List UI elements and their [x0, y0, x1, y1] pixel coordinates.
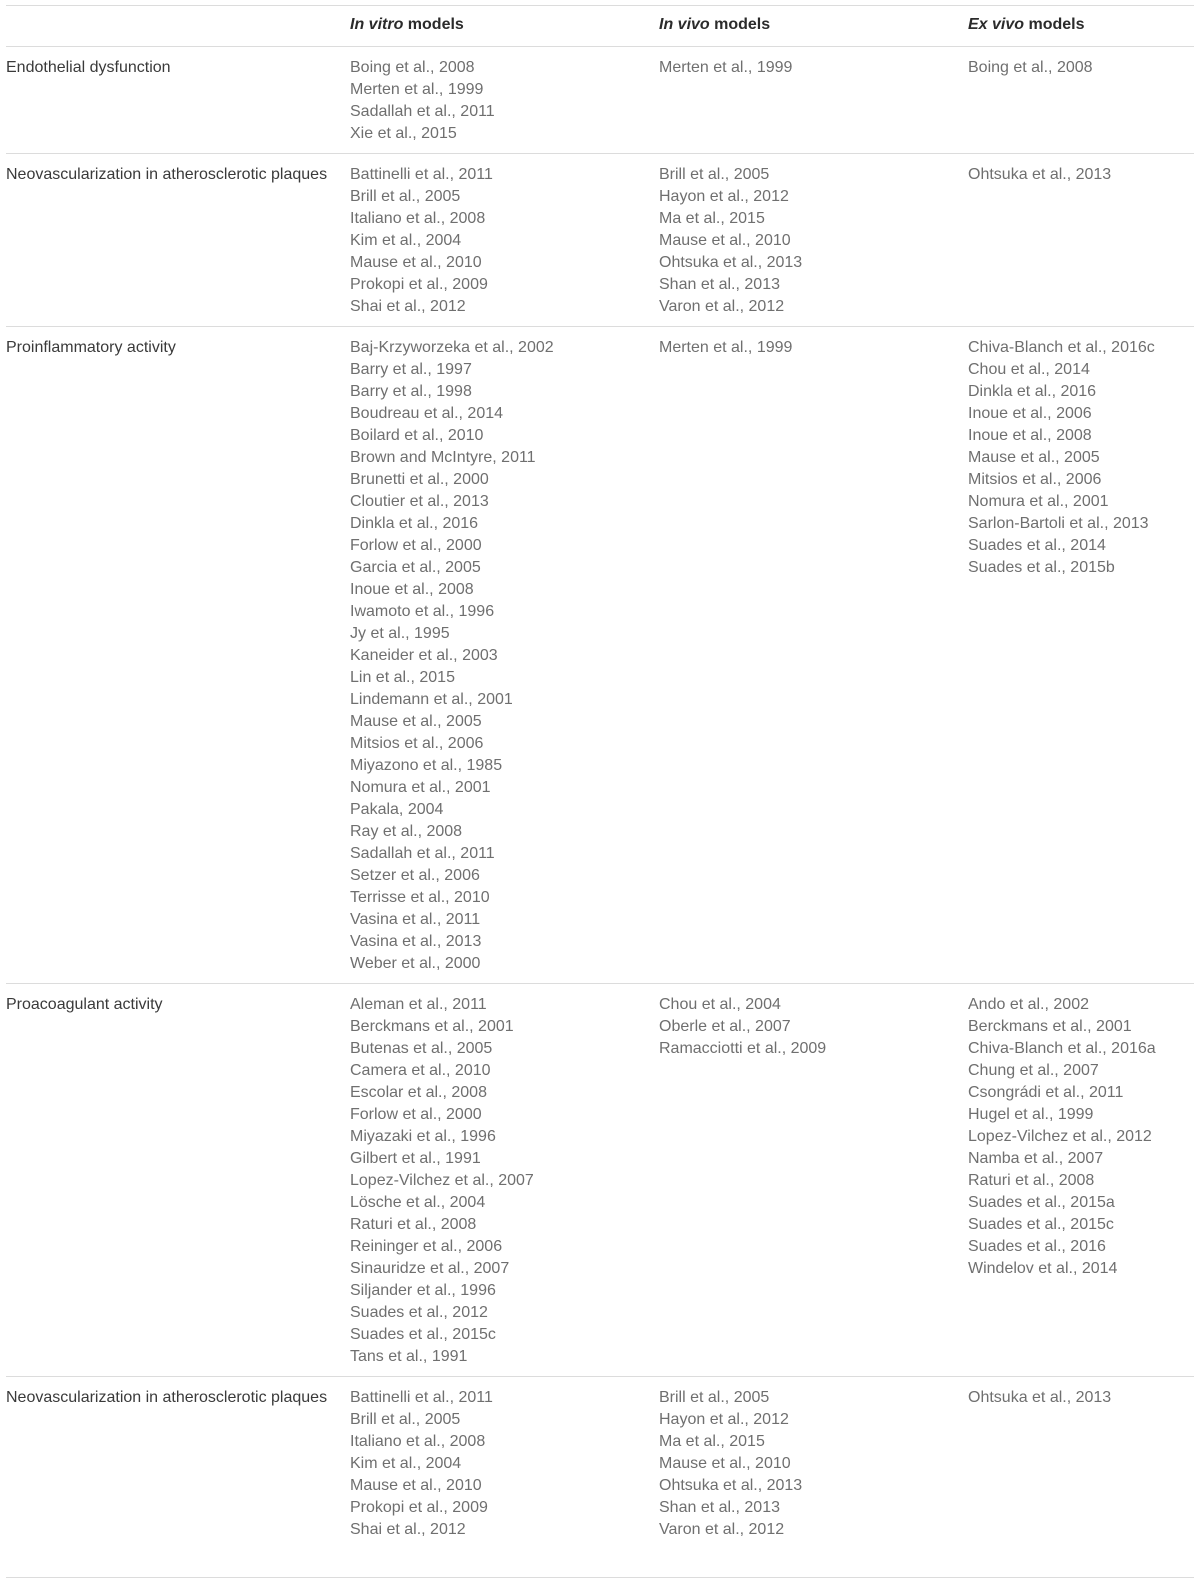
reference-item: Tans et al., 1991 [350, 1348, 468, 1365]
reference-item: Ohtsuka et al., 2013 [968, 166, 1112, 183]
reference-item: Csongrádi et al., 2011 [968, 1084, 1124, 1101]
reference-item: Berckmans et al., 2001 [968, 1018, 1132, 1035]
reference-item: Barry et al., 1998 [350, 383, 472, 400]
reference-item: Ando et al., 2002 [968, 996, 1089, 1013]
reference-item: Gilbert et al., 1991 [350, 1150, 481, 1167]
reference-item: Boudreau et al., 2014 [350, 405, 504, 422]
reference-item: Mause et al., 2010 [350, 1477, 482, 1494]
reference-item: Windelov et al., 2014 [968, 1260, 1118, 1277]
reference-item: Brill et al., 2005 [659, 1389, 770, 1406]
reference-item: Lindemann et al., 2001 [350, 691, 513, 708]
reference-item: Dinkla et al., 2016 [968, 383, 1097, 400]
reference-item: Prokopi et al., 2009 [350, 276, 488, 293]
row-category: Proacoagulant activity [6, 996, 163, 1013]
reference-item: Pakala, 2004 [350, 801, 444, 818]
reference-item: Mause et al., 2010 [659, 232, 791, 249]
reference-item: Dinkla et al., 2016 [350, 515, 479, 532]
reference-item: Camera et al., 2010 [350, 1062, 491, 1079]
reference-item: Mitsios et al., 2006 [350, 735, 484, 752]
reference-item: Brunetti et al., 2000 [350, 471, 489, 488]
reference-item: Ohtsuka et al., 2013 [659, 1477, 803, 1494]
reference-item: Shan et al., 2013 [659, 276, 780, 293]
reference-item: Brill et al., 2005 [350, 1411, 461, 1428]
reference-item: Boing et al., 2008 [350, 59, 475, 76]
reference-item: Ma et al., 2015 [659, 1433, 765, 1450]
reference-item: Ramacciotti et al., 2009 [659, 1040, 827, 1057]
reference-item: Miyazono et al., 1985 [350, 757, 503, 774]
reference-item: Prokopi et al., 2009 [350, 1499, 488, 1516]
table-row [6, 984, 1194, 1377]
table-row [6, 1377, 1194, 1578]
reference-item: Shai et al., 2012 [350, 298, 466, 315]
reference-item: Battinelli et al., 2011 [350, 1389, 493, 1406]
reference-item: Vasina et al., 2013 [350, 933, 482, 950]
reference-item: Chou et al., 2014 [968, 361, 1090, 378]
reference-item: Mause et al., 2005 [350, 713, 482, 730]
in-vivo-refs [659, 57, 792, 79]
reference-item: Oberle et al., 2007 [659, 1018, 791, 1035]
reference-item: Forlow et al., 2000 [350, 537, 482, 554]
reference-item: Forlow et al., 2000 [350, 1106, 482, 1123]
reference-item: Garcia et al., 2005 [350, 559, 481, 576]
reference-item: Chiva-Blanch et al., 2016a [968, 1040, 1156, 1057]
reference-item: Nomura et al., 2001 [350, 779, 491, 796]
reference-item: Ray et al., 2008 [350, 823, 463, 840]
reference-item: Ohtsuka et al., 2013 [659, 254, 803, 271]
reference-item: Lopez-Vilchez et al., 2007 [350, 1172, 534, 1189]
reference-item: Inoue et al., 2008 [350, 581, 474, 598]
reference-item: Italiano et al., 2008 [350, 1433, 486, 1450]
reference-item: Terrisse et al., 2010 [350, 889, 490, 906]
reference-item: Jy et al., 1995 [350, 625, 450, 642]
header-ex-vivo: Ex vivo models [968, 16, 1085, 33]
reference-item: Chiva-Blanch et al., 2016c [968, 339, 1155, 356]
ex-vivo-refs [968, 164, 1111, 186]
row-category: Proinflammatory activity [6, 339, 176, 356]
header-in-vivo: In vivo models [659, 16, 771, 33]
ex-vivo-refs [968, 1387, 1111, 1409]
table-row [6, 154, 1194, 327]
reference-item: Sadallah et al., 2011 [350, 103, 495, 120]
reference-item: Aleman et al., 2011 [350, 996, 487, 1013]
reference-item: Kim et al., 2004 [350, 1455, 462, 1472]
reference-item: Lösche et al., 2004 [350, 1194, 486, 1211]
reference-item: Italiano et al., 2008 [350, 210, 486, 227]
row-category: Endothelial dysfunction [6, 59, 171, 76]
table-row [6, 327, 1194, 984]
reference-item: Raturi et al., 2008 [350, 1216, 477, 1233]
reference-item: Hayon et al., 2012 [659, 1411, 789, 1428]
reference-item: Suades et al., 2015a [968, 1194, 1115, 1211]
reference-item: Shan et al., 2013 [659, 1499, 780, 1516]
reference-item: Mitsios et al., 2006 [968, 471, 1102, 488]
table-body [6, 47, 1194, 1578]
reference-item: Namba et al., 2007 [968, 1150, 1104, 1167]
in-vitro-refs [350, 57, 495, 145]
reference-item: Merten et al., 1999 [659, 339, 793, 356]
reference-item: Chou et al., 2004 [659, 996, 781, 1013]
row-category: Neovascularization in atherosclerotic plaques [6, 166, 328, 183]
reference-item: Hugel et al., 1999 [968, 1106, 1094, 1123]
reference-item: Hayon et al., 2012 [659, 188, 789, 205]
reference-item: Escolar et al., 2008 [350, 1084, 487, 1101]
reference-item: Lin et al., 2015 [350, 669, 455, 686]
in-vitro-refs [350, 164, 493, 318]
reference-item: Mause et al., 2010 [350, 254, 482, 271]
ex-vivo-refs [968, 994, 1156, 1280]
in-vivo-refs [659, 994, 826, 1060]
reference-item: Mause et al., 2010 [659, 1455, 791, 1472]
reference-item: Suades et al., 2016 [968, 1238, 1106, 1255]
reference-item: Boing et al., 2008 [968, 59, 1093, 76]
reference-item: Ma et al., 2015 [659, 210, 765, 227]
reference-item: Iwamoto et al., 1996 [350, 603, 495, 620]
in-vitro-refs [350, 337, 554, 975]
reference-item: Raturi et al., 2008 [968, 1172, 1095, 1189]
reference-item: Suades et al., 2015c [350, 1326, 496, 1343]
reference-item: Lopez-Vilchez et al., 2012 [968, 1128, 1152, 1145]
reference-item: Siljander et al., 1996 [350, 1282, 496, 1299]
reference-item: Reininger et al., 2006 [350, 1238, 503, 1255]
reference-item: Boilard et al., 2010 [350, 427, 484, 444]
references-table [6, 5, 1194, 1578]
ex-vivo-refs [968, 57, 1093, 79]
reference-item: Setzer et al., 2006 [350, 867, 480, 884]
reference-item: Merten et al., 1999 [659, 59, 793, 76]
reference-item: Ohtsuka et al., 2013 [968, 1389, 1112, 1406]
ex-vivo-refs [968, 337, 1155, 579]
row-category: Neovascularization in atherosclerotic plaques [6, 1389, 328, 1406]
reference-item: Cloutier et al., 2013 [350, 493, 489, 510]
reference-item: Baj-Krzyworzeka et al., 2002 [350, 339, 554, 356]
reference-item: Weber et al., 2000 [350, 955, 481, 972]
reference-item: Barry et al., 1997 [350, 361, 472, 378]
in-vivo-refs [659, 337, 792, 359]
reference-item: Sinauridze et al., 2007 [350, 1260, 510, 1277]
reference-item: Suades et al., 2014 [968, 537, 1106, 554]
reference-item: Butenas et al., 2005 [350, 1040, 493, 1057]
reference-item: Varon et al., 2012 [659, 298, 785, 315]
reference-item: Kim et al., 2004 [350, 232, 462, 249]
reference-item: Sadallah et al., 2011 [350, 845, 495, 862]
table-header-row [6, 5, 1194, 47]
reference-item: Sarlon-Bartoli et al., 2013 [968, 515, 1149, 532]
reference-item: Vasina et al., 2011 [350, 911, 481, 928]
reference-item: Chung et al., 2007 [968, 1062, 1099, 1079]
reference-item: Brill et al., 2005 [659, 166, 770, 183]
reference-item: Berckmans et al., 2001 [350, 1018, 514, 1035]
reference-item: Mause et al., 2005 [968, 449, 1100, 466]
in-vivo-refs [659, 1387, 802, 1541]
reference-item: Inoue et al., 2008 [968, 427, 1092, 444]
reference-item: Brown and McIntyre, 2011 [350, 449, 536, 466]
reference-item: Inoue et al., 2006 [968, 405, 1092, 422]
reference-item: Shai et al., 2012 [350, 1521, 466, 1538]
reference-item: Kaneider et al., 2003 [350, 647, 498, 664]
reference-item: Battinelli et al., 2011 [350, 166, 493, 183]
reference-item: Miyazaki et al., 1996 [350, 1128, 496, 1145]
reference-item: Xie et al., 2015 [350, 125, 457, 142]
reference-item: Varon et al., 2012 [659, 1521, 785, 1538]
reference-item: Suades et al., 2015b [968, 559, 1115, 576]
reference-item: Brill et al., 2005 [350, 188, 461, 205]
reference-item: Suades et al., 2015c [968, 1216, 1114, 1233]
in-vitro-refs [350, 1387, 493, 1541]
reference-item: Merten et al., 1999 [350, 81, 484, 98]
reference-item: Suades et al., 2012 [350, 1304, 488, 1321]
table-row [6, 47, 1194, 154]
header-in-vitro: In vitro models [350, 16, 464, 33]
in-vivo-refs [659, 164, 802, 318]
reference-item: Nomura et al., 2001 [968, 493, 1109, 510]
in-vitro-refs [350, 994, 534, 1368]
